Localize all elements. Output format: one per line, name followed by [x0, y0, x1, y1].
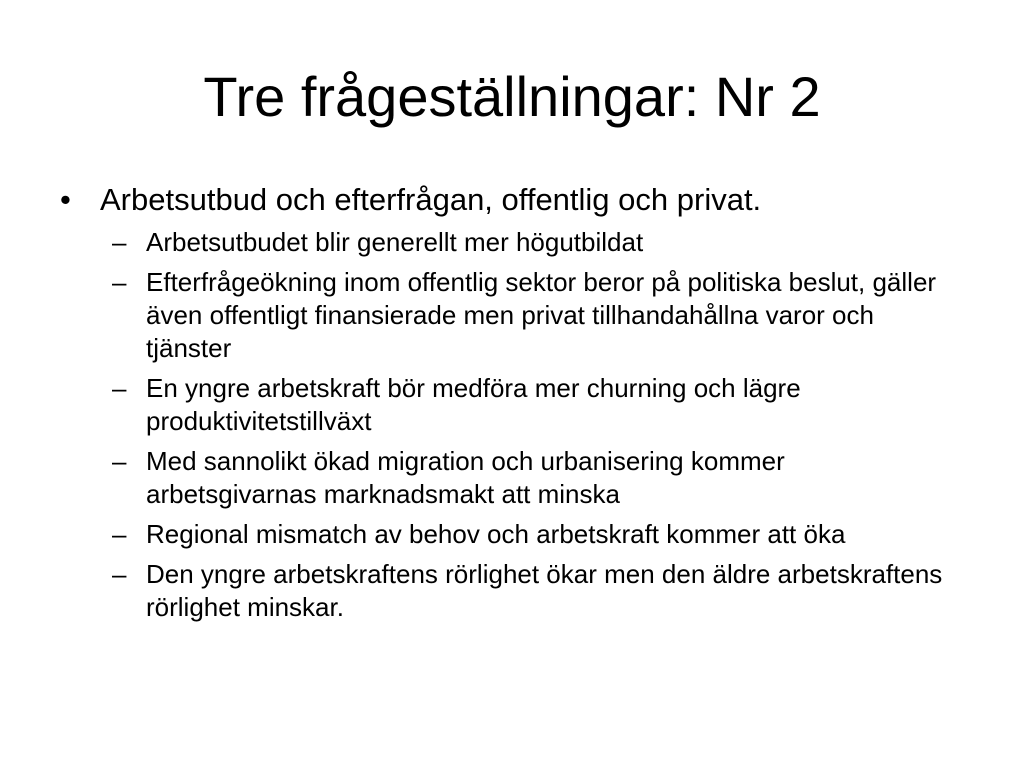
sub-bullet-item	[112, 266, 962, 365]
sub-bullet-text: Efterfrågeökning inom offentlig sektor beror på politiska beslut, gäller även offentligt finansierade men privat tillhandahållna varor och tjänster	[146, 267, 937, 363]
dash-marker: –	[112, 373, 127, 403]
sub-bullet-list	[112, 226, 962, 631]
dash-marker: –	[112, 227, 127, 257]
sub-bullet-item	[112, 372, 962, 438]
main-bullet	[60, 179, 1000, 221]
dash-marker: –	[112, 267, 127, 297]
sub-bullet-item	[112, 558, 962, 624]
sub-bullet-text: En yngre arbetskraft bör medföra mer churning och lägre produktivitetstillväxt	[146, 373, 801, 436]
sub-bullet-item	[112, 226, 962, 259]
dash-marker: –	[112, 446, 127, 476]
sub-bullet-text: Med sannolikt ökad migration och urbanisering kommer arbetsgivarnas marknadsmakt att minska	[146, 446, 785, 509]
main-bullet-text: Arbetsutbud och efterfrågan, offentlig och privat.	[100, 182, 762, 217]
dash-marker: –	[112, 519, 127, 549]
sub-bullet-text: Den yngre arbetskraftens rörlighet ökar men den äldre arbetskraftens rörlighet minskar.	[146, 559, 943, 622]
sub-bullet-item	[112, 518, 962, 551]
bullet-marker: •	[60, 182, 71, 217]
slide-title: Tre frågeställningar: Nr 2	[203, 65, 821, 128]
sub-bullet-text: Arbetsutbudet blir generellt mer högutbildat	[146, 227, 644, 257]
sub-bullet-item	[112, 445, 962, 511]
dash-marker: –	[112, 559, 127, 589]
sub-bullet-text: Regional mismatch av behov och arbetskraft kommer att öka	[146, 519, 846, 549]
